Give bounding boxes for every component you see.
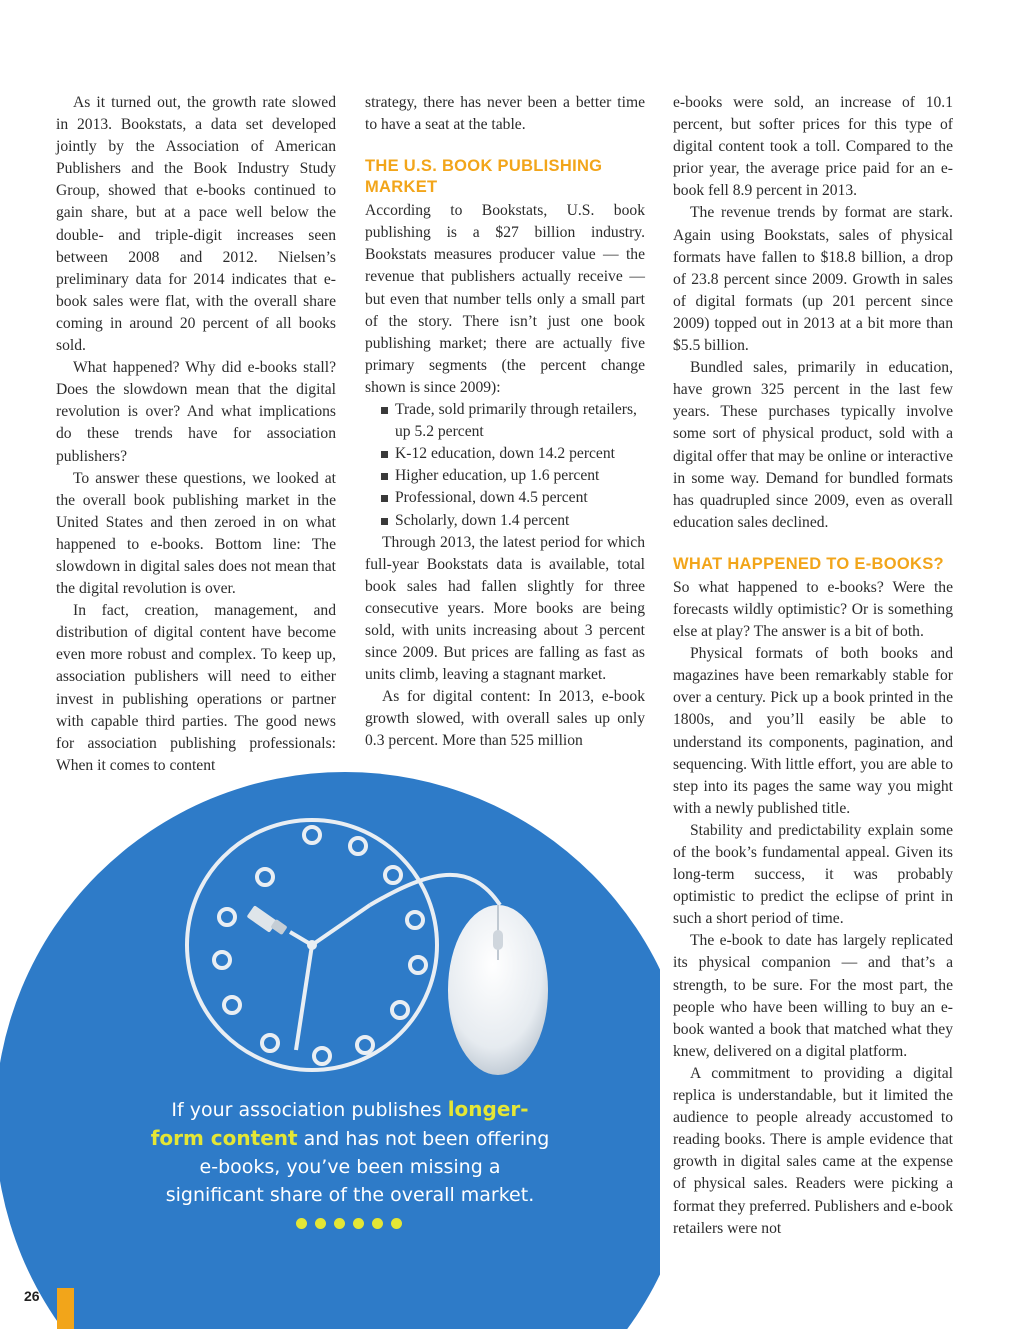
dot-icon xyxy=(353,1218,364,1229)
paragraph: In fact, creation, management, and distribution of digital content have become even more robust and complex. To keep up, association publishers will need to either invest in publishing operations or partner with capable third parties. The good news for association publishing professionals: When it comes to content xyxy=(56,602,336,774)
paragraph: A commitment to providing a digital replica is understandable, but it limited the audience to people already accustomed to reading books. There is ample evidence that growth in digital sales came at the expense of physical sales. Readers were picking a format they preferred. Publishers and e-book retailers were not xyxy=(673,1064,953,1237)
pull-quote-text: If your association publishes xyxy=(171,1099,448,1121)
section-heading: THE U.S. BOOK PUBLISHING MARKET xyxy=(365,157,603,197)
paragraph: The e-book to date has largely replicated its physical companion — and that’s a strength, to be sure. For the most part, the people who have been willing to buy an e-book wanted a book that matched what they knew, delivered on a digital platform. xyxy=(673,932,953,1060)
list-item: Scholarly, down 1.4 percent xyxy=(365,510,645,532)
decorative-dots xyxy=(296,1218,402,1229)
paragraph: Through 2013, the latest period for which full-year Bookstats data is available, total book sales had fallen slightly for three consecutive years. More books are being sold, with units increasing about 3 percent since 2009. But prices are falling as fast as units climb, leaving a stagnant market. xyxy=(365,533,645,684)
paragraph: To answer these questions, we looked at the overall book publishing market in the United States and then zeroed in on what happened to e-books. Bottom line: The slowdown in digital sales does not mean that the digital revolution is over. xyxy=(56,469,336,598)
paragraph: According to Bookstats, U.S. book publishing is a $27 billion industry. Bookstats measures producer value — the revenue that publishers actually receive — but even that number tells only a small part of the story. There isn’t just one book publishing market; there are actually five primary segments (the percent change shown is since 2009): xyxy=(365,202,645,396)
section-heading: WHAT HAPPENED TO E-BOOKS? xyxy=(673,554,944,573)
computer-mouse-icon xyxy=(448,905,548,1075)
list-item: Professional, down 4.5 percent xyxy=(365,487,645,509)
paragraph: e-books were sold, an increase of 10.1 percent, but softer prices for this type of digital content took a toll. Compared to the prior year, the average price paid for an e-book fell 8.9 percent in 2013. xyxy=(673,94,953,200)
dot-icon xyxy=(372,1218,383,1229)
paragraph: So what happened to e-books? Were the forecasts wildly optimistic? Or is something else at play? The answer is a bit of both. xyxy=(673,578,953,641)
page-number: 26 xyxy=(24,1288,40,1304)
pull-quote xyxy=(150,1095,550,1209)
paragraph: Stability and predictability explain some of the book’s fundamental appeal. Given its long-term success, it was probably optimistic to predict the eclipse of print in such a short period of time. xyxy=(673,821,953,928)
paragraph: As for digital content: In 2013, e-book growth slowed, with overall sales up only 0.3 percent. More than 525 million xyxy=(365,688,645,750)
dot-icon xyxy=(315,1218,326,1229)
paragraph: strategy, there has never been a better time to have a seat at the table. xyxy=(365,94,645,134)
dot-icon xyxy=(334,1218,345,1229)
paragraph: Physical formats of both books and magazines have been remarkably stable for over a century. Pick up a book printed in the 1800s, and you’ll easily be able to understand its components, pagination, and sequencing. With little effort, you are able to step into its pages the same way you might with a newly published title. xyxy=(673,645,953,817)
paragraph: The revenue trends by format are stark. Again using Bookstats, sales of physical formats have fallen to $18.8 billion, a drop of 23.8 percent since 2009. Growth in sales of digital formats (up 201 percent since 2009) topped out in 2013 at a bit more than $5.5 billion. xyxy=(673,204,953,355)
dot-icon xyxy=(391,1218,402,1229)
list-item: Higher education, up 1.6 percent xyxy=(365,465,645,487)
pull-quote-highlight: longer-form content xyxy=(150,1097,529,1150)
paragraph: As it turned out, the growth rate slowed in 2013. Bookstats, a data set developed jointly by the Association of American Publishers and the Book Industry Study Group, showed that e-books continued to gain share, but at a pace well below the double- and triple-digit increases seen between 2008 and 2012. Nielsen’s preliminary data for 2014 indicates that e-book sales were flat, with the overall share coming in around 20 percent of all books sold. xyxy=(56,94,336,355)
list-item: Trade, sold primarily through retailers, up 5.2 percent xyxy=(365,399,645,443)
list-item: K-12 education, down 14.2 percent xyxy=(365,443,645,465)
dot-icon xyxy=(296,1218,307,1229)
paragraph: Bundled sales, primarily in education, have grown 325 percent in the last few years. These purchases typically involve some sort of physical product, sold with a digital offer that may be online or interactive in some way. Demand for bundled formats has quadrupled since 2009, even as overall education sales declined. xyxy=(673,359,953,531)
pull-quote-text: and has not been offering e-books, you’ve been missing a significant share of the overall market. xyxy=(165,1128,550,1206)
page-marker-bar xyxy=(57,1288,74,1329)
blue-circle-background xyxy=(0,772,695,1329)
paragraph: What happened? Why did e-books stall? Does the slowdown mean that the digital revolution is over? And what implications do these trends have for association publishers? xyxy=(56,359,336,465)
